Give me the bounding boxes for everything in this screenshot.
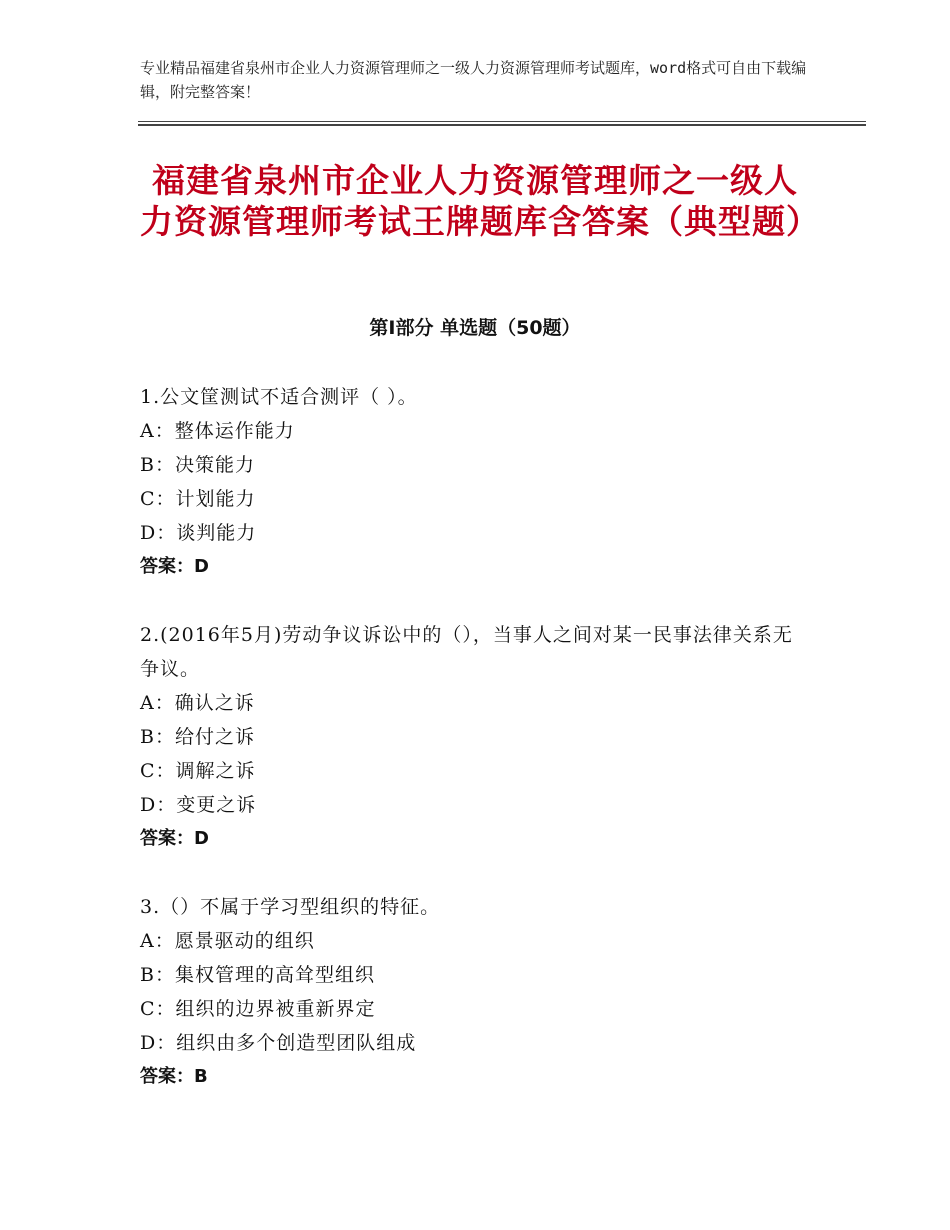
question-item [140,618,810,856]
header-rule [138,121,866,122]
answer-line: 答案：B [140,1066,208,1087]
option-b: B：决策能力 [140,454,255,476]
option-d: D：谈判能力 [140,522,257,544]
option-b: B：集权管理的高耸型组织 [140,964,375,986]
option-b: B：给付之诉 [140,726,255,748]
header-note: 专业精品福建省泉州市企业人力资源管理师之一级人力资源管理师考试题库，word格式可自由下载编辑，附完整答案！ [140,59,807,101]
option-a: A：整体运作能力 [140,420,295,442]
option-a: A：确认之诉 [140,692,255,714]
option-c: C：计划能力 [140,488,256,510]
question-stem: 1.公文筐测试不适合测评（ ）。 [140,386,418,408]
option-c: C：调解之诉 [140,760,256,782]
section-title: 第Ⅰ部分 单选题（50题） [369,317,581,339]
document-title: 福建省泉州市企业人力资源管理师之一级人力资源管理师考试王牌题库含答案（典型题） [140,161,820,241]
question-stem: 3.（）不属于学习型组织的特征。 [140,896,441,918]
question-stem: 2.(2016年5月)劳动争议诉讼中的（），当事人之间对某一民事法律关系无争议。 [140,624,793,680]
question-list [140,380,810,1128]
option-a: A：愿景驱动的组织 [140,930,315,952]
option-c: C：组织的边界被重新界定 [140,998,376,1020]
question-item [140,890,810,1094]
option-d: D：变更之诉 [140,794,257,816]
option-d: D：组织由多个创造型团队组成 [140,1032,417,1054]
answer-line: 答案：D [140,556,209,577]
question-item [140,380,810,584]
header-rule-thick [138,124,866,126]
answer-line: 答案：D [140,828,209,849]
